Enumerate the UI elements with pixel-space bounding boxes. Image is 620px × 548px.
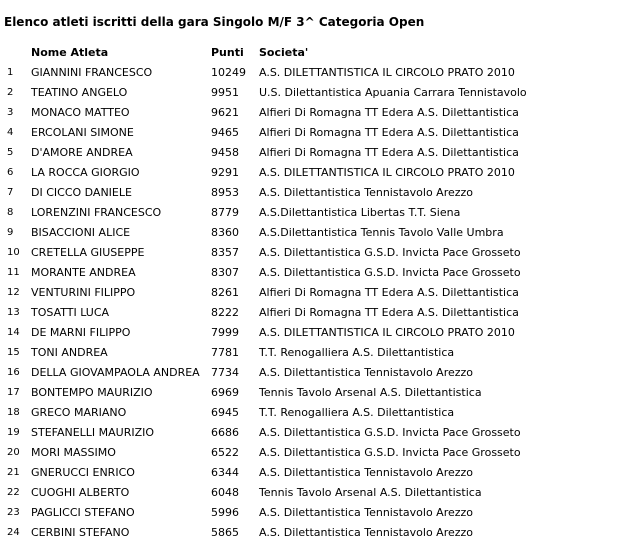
athlete-points: 9291 xyxy=(211,166,239,179)
athlete-name: CRETELLA GIUSEPPE xyxy=(31,246,145,259)
table-row xyxy=(2,463,619,483)
athlete-points: 8261 xyxy=(211,286,239,299)
row-number: 7 xyxy=(7,187,14,198)
athlete-name: VENTURINI FILIPPO xyxy=(31,286,136,299)
table-row xyxy=(2,103,619,123)
athlete-points: 9621 xyxy=(211,106,239,119)
athlete-points: 7734 xyxy=(211,366,239,379)
athlete-name: MONACO MATTEO xyxy=(31,106,130,119)
row-number: 16 xyxy=(7,367,20,378)
table-row xyxy=(2,403,619,423)
athlete-society: Alfieri Di Romagna TT Edera A.S. Dilettantistica xyxy=(259,286,519,299)
athlete-name: DE MARNI FILIPPO xyxy=(31,326,131,339)
athlete-name: MORI MASSIMO xyxy=(31,446,116,459)
athlete-society: Alfieri Di Romagna TT Edera A.S. Dilettantistica xyxy=(259,146,519,159)
athlete-society: A.S. Dilettantistica G.S.D. Invicta Pace Grosseto xyxy=(259,266,521,279)
table-row xyxy=(2,263,619,283)
athlete-society: A.S. Dilettantistica G.S.D. Invicta Pace Grosseto xyxy=(259,246,521,259)
athlete-society: A.S. Dilettantistica Tennistavolo Arezzo xyxy=(259,366,474,379)
row-number: 15 xyxy=(7,347,20,358)
athlete-points: 6344 xyxy=(211,466,239,479)
athlete-name: LORENZINI FRANCESCO xyxy=(31,206,162,219)
athlete-points: 5865 xyxy=(211,526,239,539)
table-row xyxy=(2,423,619,443)
row-number: 18 xyxy=(7,407,20,418)
athlete-points: 8222 xyxy=(211,306,239,319)
column-header-points: Punti xyxy=(211,46,244,59)
athlete-name: LA ROCCA GIORGIO xyxy=(31,166,140,179)
table-row xyxy=(2,363,619,383)
athlete-name: GRECO MARIANO xyxy=(31,406,127,419)
athlete-points: 7781 xyxy=(211,346,239,359)
row-number: 2 xyxy=(7,87,14,98)
athlete-society: A.S. DILETTANTISTICA IL CIRCOLO PRATO 2010 xyxy=(259,326,515,339)
row-number: 6 xyxy=(7,167,14,178)
athlete-points: 6686 xyxy=(211,426,239,439)
table-row xyxy=(2,483,619,503)
table-header-row xyxy=(2,43,619,63)
column-header-number xyxy=(2,43,31,63)
athlete-points: 8953 xyxy=(211,186,239,199)
table-row xyxy=(2,123,619,143)
athlete-name: BISACCIONI ALICE xyxy=(31,226,131,239)
row-number: 21 xyxy=(7,467,20,478)
athlete-name: TONI ANDREA xyxy=(31,346,108,359)
athlete-name: TEATINO ANGELO xyxy=(31,86,128,99)
table-row xyxy=(2,163,619,183)
athlete-society: A.S. Dilettantistica Tennistavolo Arezzo xyxy=(259,526,474,539)
athlete-society: A.S. DILETTANTISTICA IL CIRCOLO PRATO 2010 xyxy=(259,66,515,79)
athlete-name: GNERUCCI ENRICO xyxy=(31,466,135,479)
page-title: Elenco atleti iscritti della gara Singolo M/F 3^ Categoria Open xyxy=(4,15,425,29)
athlete-society: A.S. Dilettantistica G.S.D. Invicta Pace Grosseto xyxy=(259,446,521,459)
table-row xyxy=(2,243,619,263)
athlete-society: Tennis Tavolo Arsenal A.S. Dilettantistica xyxy=(259,486,482,499)
athlete-points: 7999 xyxy=(211,326,239,339)
athlete-points: 6048 xyxy=(211,486,239,499)
row-number: 5 xyxy=(7,147,14,158)
athlete-name: CUOGHI ALBERTO xyxy=(31,486,130,499)
row-number: 12 xyxy=(7,287,20,298)
athlete-society: A.S.Dilettantistica Libertas T.T. Siena xyxy=(259,206,461,219)
table-row xyxy=(2,283,619,303)
athlete-points: 9951 xyxy=(211,86,239,99)
athlete-points: 6522 xyxy=(211,446,239,459)
athlete-name: ERCOLANI SIMONE xyxy=(31,126,134,139)
athlete-society: A.S. Dilettantistica G.S.D. Invicta Pace Grosseto xyxy=(259,426,521,439)
athlete-society: A.S. DILETTANTISTICA IL CIRCOLO PRATO 2010 xyxy=(259,166,515,179)
table-row xyxy=(2,223,619,243)
athlete-society: A.S.Dilettantistica Tennis Tavolo Valle Umbra xyxy=(259,226,504,239)
row-number: 9 xyxy=(7,227,14,238)
row-number: 24 xyxy=(7,527,20,538)
table-row xyxy=(2,63,619,83)
athlete-name: PAGLICCI STEFANO xyxy=(31,506,135,519)
athlete-society: Tennis Tavolo Arsenal A.S. Dilettantistica xyxy=(259,386,482,399)
table-row xyxy=(2,323,619,343)
athlete-points: 8357 xyxy=(211,246,239,259)
athlete-points: 8360 xyxy=(211,226,239,239)
row-number: 22 xyxy=(7,487,20,498)
athlete-points: 8307 xyxy=(211,266,239,279)
athletes-table xyxy=(2,43,619,543)
athlete-name: MORANTE ANDREA xyxy=(31,266,136,279)
athlete-points: 9465 xyxy=(211,126,239,139)
athlete-name: CERBINI STEFANO xyxy=(31,526,130,539)
row-number: 17 xyxy=(7,387,20,398)
row-number: 1 xyxy=(7,67,14,78)
athlete-society: U.S. Dilettantistica Apuania Carrara Tennistavolo xyxy=(259,86,527,99)
athlete-points: 9458 xyxy=(211,146,239,159)
table-row xyxy=(2,183,619,203)
row-number: 14 xyxy=(7,327,20,338)
table-row xyxy=(2,383,619,403)
athlete-society: A.S. Dilettantistica Tennistavolo Arezzo xyxy=(259,186,474,199)
column-header-society: Societa' xyxy=(259,46,309,59)
athlete-points: 5996 xyxy=(211,506,239,519)
row-number: 11 xyxy=(7,267,20,278)
athlete-society: T.T. Renogalliera A.S. Dilettantistica xyxy=(259,406,455,419)
table-row xyxy=(2,83,619,103)
athlete-society: A.S. Dilettantistica Tennistavolo Arezzo xyxy=(259,466,474,479)
row-number: 8 xyxy=(7,207,14,218)
table-row xyxy=(2,343,619,363)
table-row xyxy=(2,503,619,523)
athlete-society: A.S. Dilettantistica Tennistavolo Arezzo xyxy=(259,506,474,519)
table-body xyxy=(2,63,619,543)
athlete-society: Alfieri Di Romagna TT Edera A.S. Dilettantistica xyxy=(259,306,519,319)
row-number: 4 xyxy=(7,127,14,138)
athlete-name: GIANNINI FRANCESCO xyxy=(31,66,153,79)
row-number: 10 xyxy=(7,247,20,258)
table-row xyxy=(2,143,619,163)
row-number: 20 xyxy=(7,447,20,458)
athlete-society: T.T. Renogalliera A.S. Dilettantistica xyxy=(259,346,455,359)
athlete-name: TOSATTI LUCA xyxy=(31,306,110,319)
athlete-points: 10249 xyxy=(211,66,246,79)
athlete-points: 8779 xyxy=(211,206,239,219)
table-row xyxy=(2,303,619,323)
athlete-points: 6969 xyxy=(211,386,239,399)
athlete-name: DELLA GIOVAMPAOLA ANDREA xyxy=(31,366,200,379)
athlete-name: STEFANELLI MAURIZIO xyxy=(31,426,155,439)
athlete-society: Alfieri Di Romagna TT Edera A.S. Dilettantistica xyxy=(259,106,519,119)
row-number: 19 xyxy=(7,427,20,438)
row-number: 3 xyxy=(7,107,14,118)
table-row xyxy=(2,203,619,223)
athlete-points: 6945 xyxy=(211,406,239,419)
athlete-name: DI CICCO DANIELE xyxy=(31,186,132,199)
athlete-name: BONTEMPO MAURIZIO xyxy=(31,386,153,399)
athlete-name: D'AMORE ANDREA xyxy=(31,146,133,159)
table-row xyxy=(2,523,619,543)
row-number: 13 xyxy=(7,307,20,318)
column-header-name: Nome Atleta xyxy=(31,46,109,59)
table-row xyxy=(2,443,619,463)
row-number: 23 xyxy=(7,507,20,518)
athlete-society: Alfieri Di Romagna TT Edera A.S. Dilettantistica xyxy=(259,126,519,139)
